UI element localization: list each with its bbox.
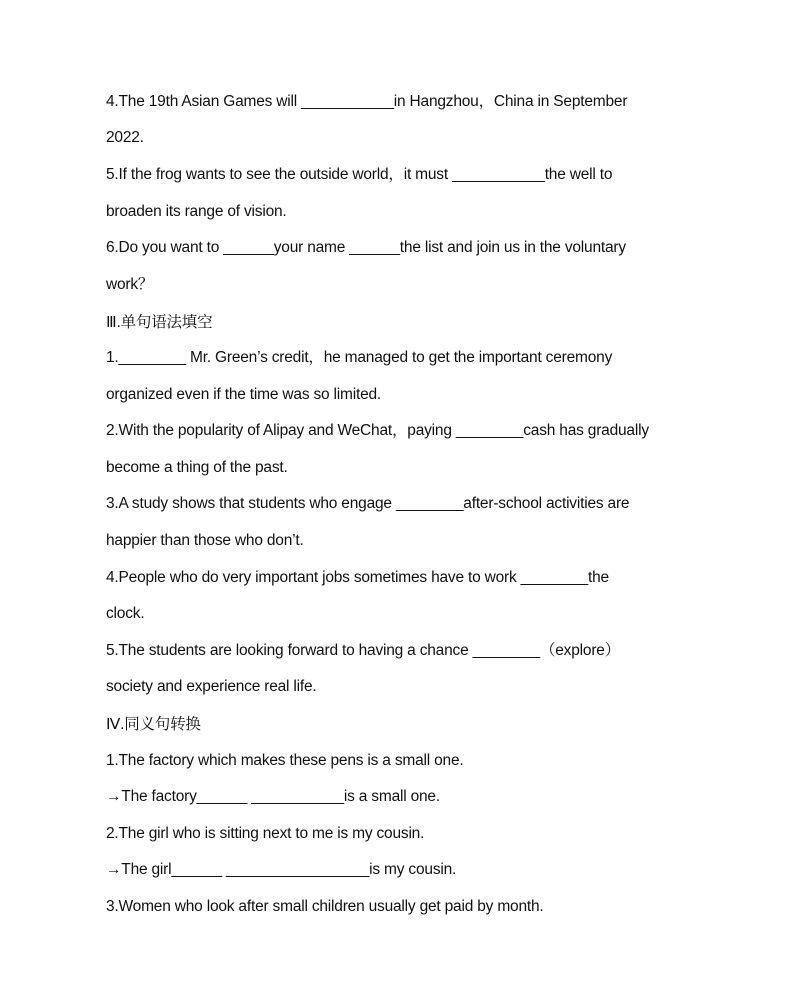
- grammar-2-line-2: become a thing of the past.: [106, 459, 288, 476]
- rewrite-3-sentence: 3.Women who look after small children usually get paid by month.: [106, 898, 544, 915]
- rewrite-2-answer: →The girl______ _________________is my cousin.: [106, 861, 457, 878]
- exercise-5-line-2: broaden its range of vision.: [106, 203, 287, 220]
- rewrite-2-sentence: 2.The girl who is sitting next to me is my cousin.: [106, 825, 425, 842]
- exercise-5-line-1: 5.If the frog wants to see the outside world，it must ___________the well to: [106, 166, 613, 183]
- grammar-1-line-1: 1.________ Mr. Green’s credit，he managed to get the important ceremony: [106, 349, 613, 366]
- section-3-heading: Ⅲ.单句语法填空: [106, 314, 213, 331]
- exercise-4-line-1: 4.The 19th Asian Games will ___________in Hangzhou，China in September: [106, 93, 628, 110]
- grammar-5-line-1: 5.The students are looking forward to having a chance ________（explore）: [106, 642, 620, 659]
- exercise-4-line-2: 2022.: [106, 129, 144, 146]
- grammar-4-line-1: 4.People who do very important jobs sometimes have to work ________the: [106, 569, 609, 586]
- grammar-5-line-2: society and experience real life.: [106, 678, 317, 695]
- exercise-6-line-2: work？: [106, 276, 154, 293]
- grammar-3-line-1: 3.A study shows that students who engage ________after-school activities are: [106, 495, 630, 512]
- section-4-heading: Ⅳ.同义句转换: [106, 716, 201, 733]
- grammar-1-line-2: organized even if the time was so limited.: [106, 386, 382, 403]
- grammar-4-line-2: clock.: [106, 605, 145, 622]
- grammar-2-line-1: 2.With the popularity of Alipay and WeChat，paying ________cash has gradually: [106, 422, 649, 439]
- exercise-6-line-1: 6.Do you want to ______your name ______the list and join us in the voluntary: [106, 239, 626, 256]
- rewrite-1-answer: →The factory______ ___________is a small one.: [106, 788, 440, 805]
- grammar-3-line-2: happier than those who don’t.: [106, 532, 304, 549]
- rewrite-1-sentence: 1.The factory which makes these pens is a small one.: [106, 752, 464, 769]
